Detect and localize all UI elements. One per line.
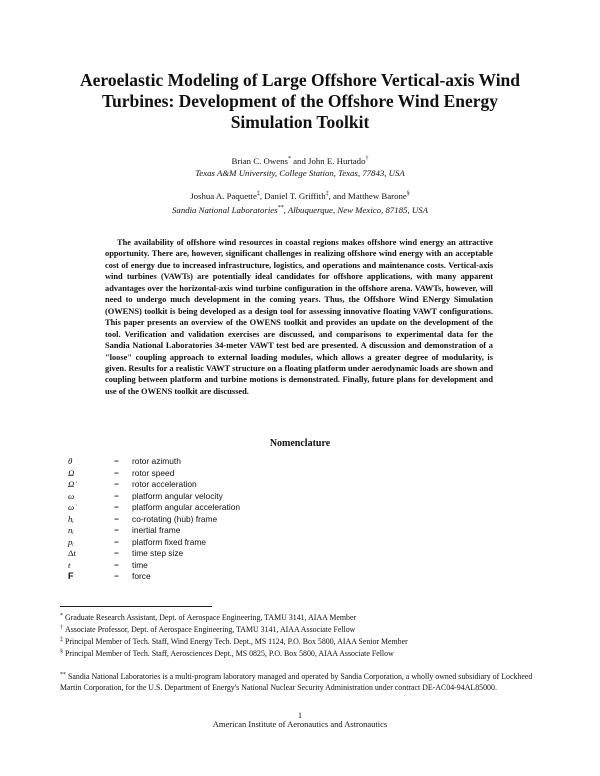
- author-mark: *: [287, 156, 291, 162]
- page-footer: American Institute of Aeronautics and Astronautics: [212, 719, 388, 729]
- nomenclature-symbol: pᵢ: [68, 536, 74, 547]
- footnotes: [60, 611, 560, 659]
- footnote-mark: ‡: [60, 637, 63, 643]
- nomenclature-symbol: F: [68, 571, 74, 581]
- nomenclature-equals: =: [114, 525, 119, 535]
- footnote-sandia: [60, 670, 540, 693]
- footnote-mark: †: [60, 625, 63, 631]
- nomenclature-heading: Nomenclature: [269, 438, 331, 449]
- author-mark: §: [406, 191, 410, 197]
- nomenclature-symbol: t: [68, 559, 71, 570]
- affiliation-2: [60, 202, 540, 216]
- author-names-1: [60, 153, 540, 167]
- nomenclature-definition: co-rotating (hub) frame: [132, 513, 218, 524]
- nomenclature-symbol: ω: [68, 490, 75, 501]
- paper-title: Aeroelastic Modeling of Large Offshore Vertical-axis Wind Turbines: Development of the Offshore Wind Energy Simulation Toolkit: [79, 70, 521, 132]
- nomenclature-equals: =: [114, 456, 119, 466]
- footnote-mark: §: [60, 649, 63, 655]
- nomenclature-equals: =: [114, 502, 119, 512]
- footnote-divider: [60, 606, 212, 607]
- nomenclature-equals: =: [114, 548, 119, 558]
- footnote: [60, 635, 560, 647]
- nomenclature-row: [68, 537, 368, 549]
- nomenclature-definition: rotor speed: [132, 467, 175, 478]
- nomenclature-row: [68, 548, 368, 560]
- nomenclature-list: [68, 456, 368, 583]
- author-block-1: [60, 153, 540, 179]
- nomenclature-symbol: hᵢ: [68, 513, 74, 524]
- nomenclature-definition: inertial frame: [132, 525, 181, 535]
- nomenclature-symbol: Ω̇: [68, 479, 75, 489]
- nomenclature-equals: =: [114, 571, 119, 581]
- nomenclature-definition: platform angular acceleration: [132, 502, 241, 512]
- nomenclature-row: [68, 571, 368, 583]
- footnote-text: Principal Member of Tech. Staff, Aerosciences Dept., MS 0825, P.O. Box 5800, AIAA Associate Fellow: [65, 649, 394, 658]
- nomenclature-equals: =: [114, 479, 119, 489]
- nomenclature-symbol: nᵢ: [68, 525, 74, 535]
- nomenclature-row: [68, 456, 368, 468]
- nomenclature-definition: rotor azimuth: [132, 456, 181, 466]
- affiliation-sandia: Sandia National Laboratories: [172, 204, 278, 215]
- footnote: [60, 623, 560, 635]
- nomenclature-definition: rotor acceleration: [132, 479, 197, 489]
- page-number: 1: [297, 710, 303, 720]
- footnote-mark: **: [60, 672, 66, 678]
- author-hurtado: and John E. Hurtado: [290, 155, 366, 166]
- footnote: [60, 611, 560, 623]
- author-barone: , and Matthew Barone: [328, 190, 407, 201]
- nomenclature-equals: =: [114, 490, 119, 501]
- author-mark: †: [365, 156, 369, 162]
- nomenclature-row: [68, 502, 368, 514]
- footnote-text: Associate Professor, Dept. of Aerospace Engineering, TAMU 3141, AIAA Associate Fellow: [65, 625, 356, 634]
- nomenclature-symbol: Δt: [68, 548, 77, 558]
- nomenclature-definition: force: [132, 571, 151, 581]
- nomenclature-row: [68, 514, 368, 526]
- author-mark: ‡: [325, 191, 329, 197]
- nomenclature-definition: platform angular velocity: [132, 490, 223, 501]
- nomenclature-row: [68, 560, 368, 572]
- author-names-2: [60, 188, 540, 202]
- nomenclature-definition: platform fixed frame: [132, 536, 207, 547]
- nomenclature-equals: =: [114, 536, 119, 547]
- nomenclature-symbol: ω̇: [68, 502, 75, 512]
- nomenclature-row: [68, 468, 368, 480]
- footnote: [60, 647, 560, 659]
- nomenclature-symbol: θ: [68, 456, 73, 466]
- author-block-2: [60, 188, 540, 216]
- footnote-text: Sandia National Laboratories is a multi-program laboratory managed and operated by Sandia Corporation, a wholly owned subsidiary of Lockheed Martin Corporation, for the U.S. Department of Energy's National Nuclear Security Administration under contract DE-AC04-94AL85000.: [60, 672, 533, 692]
- nomenclature-equals: =: [114, 559, 119, 570]
- abstract: The availability of offshore wind resources in coastal regions makes offshore wind energy an attractive opportunity. There are, however, significant challenges in realizing offshore wind energy with an acceptable cost of energy due to increased infrastructure, logistics, and operations and maintenance costs. Vertical-axis wind turbines (VAWTs) are potentially ideal candidates for offshore applications, with many apparent advantages over the horizontal-axis wind turbine configuration in the offshore arena. VAWTs, however, will need to undergo much development in the coming years. Thus, the Offshore Wind ENergy Simulation (OWENS) toolkit is being developed as a design tool for assessing innovative floating VAWT configurations. This paper presents an overview of the OWENS toolkit and provides an update on the development of the tool. Verification and validation exercises are discussed, and comparisons to experimental data for the Sandia National Laboratories 34-meter VAWT test bed are presented. A discussion and demonstration of a "loose" coupling approach to external loading modules, which allows a greater degree of modularity, is given. Results for a realistic VAWT structure on a floating platform under aerodynamic loads are shown and coupling between platform and turbine motions is demonstrated. Finally, future plans for development and use of the OWENS toolkit are discussed.: [105, 238, 493, 396]
- nomenclature-row: [68, 479, 368, 491]
- footnote-mark: *: [60, 613, 63, 619]
- author-griffith: , Daniel T. Griffith: [259, 190, 326, 201]
- footnote-text: Graduate Research Assistant, Dept. of Aerospace Engineering, TAMU 3141, AIAA Member: [65, 613, 357, 622]
- nomenclature-definition: time: [132, 559, 148, 570]
- footnote-text: Principal Member of Tech. Staff, Wind Energy Tech. Dept., MS 1124, P.O. Box 5800, AIAA Senior Member: [65, 637, 408, 646]
- nomenclature-definition: time step size: [132, 548, 184, 558]
- author-owens: Brian C. Owens: [231, 155, 288, 166]
- nomenclature-row: [68, 525, 368, 537]
- nomenclature-equals: =: [114, 467, 119, 478]
- author-paquette: Joshua A. Paquette: [190, 190, 257, 201]
- affiliation-location: , Albuquerque, New Mexico, 87185, USA: [283, 204, 428, 215]
- affiliation-1: Texas A&M University, College Station, Texas, 77843, USA: [195, 167, 405, 178]
- nomenclature-symbol: Ω: [68, 467, 75, 478]
- affiliation-mark: **: [277, 204, 284, 211]
- nomenclature-equals: =: [114, 513, 119, 524]
- nomenclature-row: [68, 491, 368, 503]
- author-mark: ‡: [256, 191, 260, 197]
